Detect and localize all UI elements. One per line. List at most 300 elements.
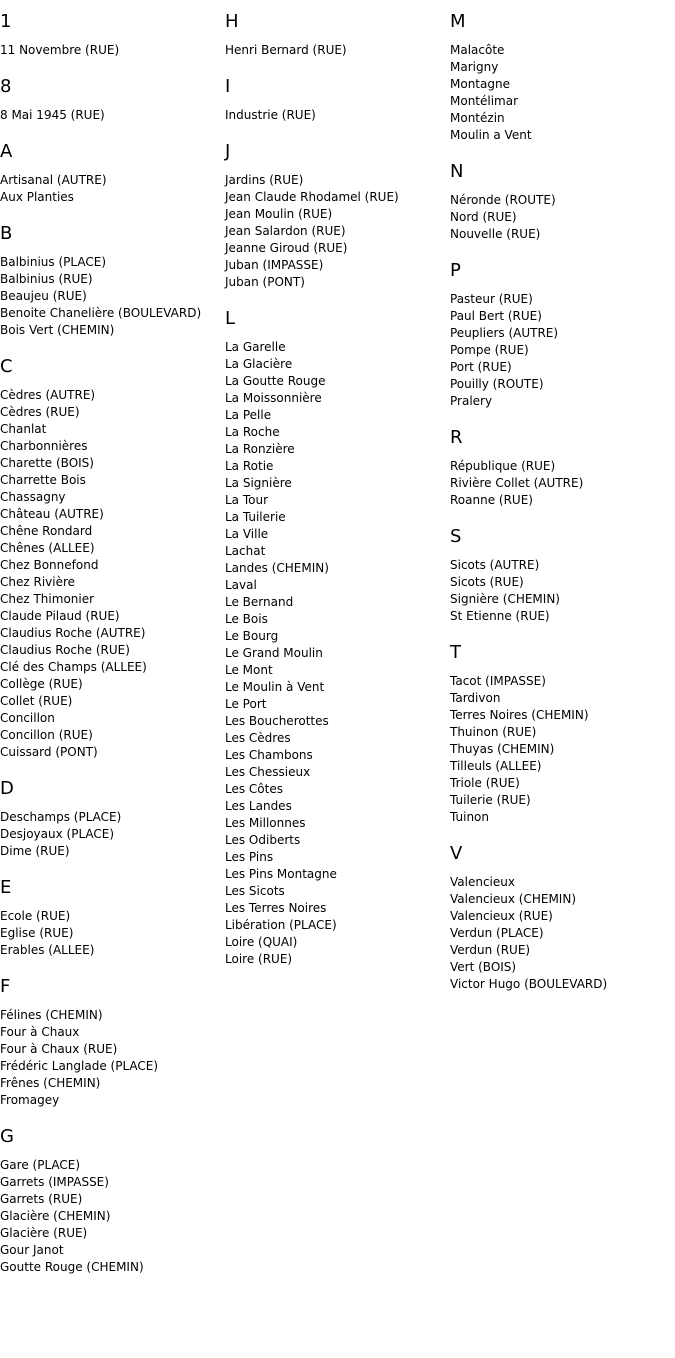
- street-link[interactable]: Claude Pilaud (RUE): [0, 609, 120, 623]
- street-list-item: [0, 1041, 225, 1058]
- street-list-item: [0, 189, 225, 206]
- street-list-item: [0, 809, 225, 826]
- street-list: [0, 107, 225, 124]
- section-letter-heading: G: [0, 1126, 14, 1147]
- street-link[interactable]: Le Bourg: [225, 629, 279, 643]
- street-link[interactable]: Vert (BOIS): [450, 960, 517, 974]
- street-link[interactable]: Valencieux (CHEMIN): [450, 892, 577, 906]
- street-list-item: [0, 404, 225, 421]
- street-link[interactable]: Chez Rivière: [0, 575, 76, 589]
- street-list-item: [225, 424, 450, 441]
- street-list-item: [225, 509, 450, 526]
- street-list-item: [0, 489, 225, 506]
- street-link[interactable]: Loire (RUE): [225, 952, 293, 966]
- street-list-item: [225, 764, 450, 781]
- street-index-column-3: [450, 0, 675, 1011]
- street-list-item: [450, 127, 675, 144]
- street-list-item: [450, 308, 675, 325]
- street-link[interactable]: Jardins (RUE): [225, 173, 304, 187]
- letter-section: [225, 77, 450, 124]
- street-list-item: [450, 724, 675, 741]
- street-link[interactable]: Sicots (AUTRE): [450, 558, 540, 572]
- street-link[interactable]: Verdun (RUE): [450, 943, 531, 957]
- street-link[interactable]: La Glacière: [225, 357, 293, 371]
- street-link[interactable]: Jean Claude Rhodamel (RUE): [225, 190, 399, 204]
- street-list-item: [450, 342, 675, 359]
- street-link[interactable]: Chez Thimonier: [0, 592, 95, 606]
- street-link[interactable]: St Etienne (RUE): [450, 609, 550, 623]
- street-link[interactable]: Henri Bernard (RUE): [225, 43, 347, 57]
- street-link[interactable]: Rivière Collet (AUTRE): [450, 476, 584, 490]
- street-list-item: [225, 594, 450, 611]
- street-link[interactable]: Dime (RUE): [0, 844, 70, 858]
- street-link[interactable]: La Rotie: [225, 459, 274, 473]
- street-link[interactable]: Aux Planties: [0, 190, 74, 204]
- street-link[interactable]: La Tour: [225, 493, 269, 507]
- street-link[interactable]: Valencieux: [450, 875, 515, 889]
- street-link[interactable]: Charrette Bois: [0, 473, 86, 487]
- street-link[interactable]: Le Mont: [225, 663, 273, 677]
- street-link[interactable]: Le Bernand: [225, 595, 294, 609]
- letter-section: [225, 142, 450, 291]
- street-list-item: [225, 696, 450, 713]
- street-link[interactable]: Claudius Roche (RUE): [0, 643, 130, 657]
- street-link[interactable]: Moulin a Vent: [450, 128, 532, 142]
- street-link[interactable]: Montézin: [450, 111, 505, 125]
- section-letter-heading: P: [450, 260, 461, 281]
- street-link[interactable]: Frédéric Langlade (PLACE): [0, 1059, 159, 1073]
- street-link[interactable]: Laval: [225, 578, 257, 592]
- street-link[interactable]: Chanlat: [0, 422, 47, 436]
- street-link[interactable]: Garrets (IMPASSE): [0, 1175, 109, 1189]
- street-link[interactable]: Tuinon: [450, 810, 489, 824]
- street-list-item: [450, 458, 675, 475]
- street-link[interactable]: 8 Mai 1945 (RUE): [0, 108, 105, 122]
- letter-section: [225, 309, 450, 968]
- street-link[interactable]: Peupliers (AUTRE): [450, 326, 559, 340]
- street-list-item: [225, 373, 450, 390]
- street-link[interactable]: La Ronzière: [225, 442, 295, 456]
- street-list-item: [0, 1174, 225, 1191]
- street-link[interactable]: Gour Janot: [0, 1243, 64, 1257]
- street-list-item: [225, 934, 450, 951]
- street-list-item: [450, 557, 675, 574]
- street-list-item: [225, 492, 450, 509]
- letter-section: [0, 12, 225, 59]
- street-list-item: [0, 925, 225, 942]
- street-list-item: [225, 223, 450, 240]
- street-list-item: [225, 883, 450, 900]
- letter-section: [0, 1127, 225, 1276]
- street-list-item: [0, 942, 225, 959]
- street-list-item: [225, 475, 450, 492]
- street-link[interactable]: Château (AUTRE): [0, 507, 104, 521]
- street-link[interactable]: Glacière (RUE): [0, 1226, 88, 1240]
- street-link[interactable]: Desjoyaux (PLACE): [0, 827, 115, 841]
- section-letter-heading: M: [450, 11, 466, 32]
- street-list-item: [450, 673, 675, 690]
- street-link[interactable]: Thuyas (CHEMIN): [450, 742, 555, 756]
- street-link[interactable]: La Ville: [225, 527, 269, 541]
- letter-section: [0, 977, 225, 1109]
- street-link[interactable]: Jean Salardon (RUE): [225, 224, 346, 238]
- section-letter-heading: N: [450, 161, 464, 182]
- street-link[interactable]: Sicots (RUE): [450, 575, 524, 589]
- street-list-item: [450, 707, 675, 724]
- street-link[interactable]: Les Chambons: [225, 748, 313, 762]
- street-list-item: [225, 172, 450, 189]
- street-list-item: [450, 393, 675, 410]
- street-link[interactable]: La Goutte Rouge: [225, 374, 326, 388]
- street-link[interactable]: Néronde (ROUTE): [450, 193, 556, 207]
- street-link[interactable]: Paul Bert (RUE): [450, 309, 542, 323]
- street-list: [450, 458, 675, 509]
- letter-section: [450, 527, 675, 625]
- street-link[interactable]: Le Bois: [225, 612, 268, 626]
- street-list-item: [225, 189, 450, 206]
- street-link[interactable]: La Pelle: [225, 408, 272, 422]
- street-index-column-1: [0, 0, 225, 1294]
- street-link[interactable]: Terres Noires (CHEMIN): [450, 708, 589, 722]
- street-link[interactable]: Claudius Roche (AUTRE): [0, 626, 146, 640]
- street-link[interactable]: Glacière (CHEMIN): [0, 1209, 111, 1223]
- street-link[interactable]: Montélimar: [450, 94, 519, 108]
- street-link[interactable]: Concillon (RUE): [0, 728, 93, 742]
- street-link[interactable]: Jeanne Giroud (RUE): [225, 241, 348, 255]
- street-list-item: [225, 206, 450, 223]
- street-list: [0, 908, 225, 959]
- street-list-item: [225, 815, 450, 832]
- street-list-item: [450, 690, 675, 707]
- street-link[interactable]: Four à Chaux (RUE): [0, 1042, 118, 1056]
- street-link[interactable]: Signière (CHEMIN): [450, 592, 560, 606]
- street-link[interactable]: Benoite Chanelière (BOULEVARD): [0, 306, 202, 320]
- street-list-item: [0, 1208, 225, 1225]
- street-link[interactable]: Port (RUE): [450, 360, 512, 374]
- street-list: [0, 387, 225, 761]
- street-list: [0, 809, 225, 860]
- street-list-item: [450, 959, 675, 976]
- street-link[interactable]: La Moissonnière: [225, 391, 322, 405]
- letter-section: [450, 428, 675, 509]
- street-link[interactable]: Victor Hugo (BOULEVARD): [450, 977, 608, 991]
- street-link[interactable]: République (RUE): [450, 459, 556, 473]
- street-list-item: [0, 387, 225, 404]
- street-list-item: [0, 1242, 225, 1259]
- street-link[interactable]: Les Pins Montagne: [225, 867, 337, 881]
- street-list-item: [0, 557, 225, 574]
- street-list-item: [0, 642, 225, 659]
- street-link[interactable]: Les Odiberts: [225, 833, 301, 847]
- street-list: [0, 1157, 225, 1276]
- letter-section: [0, 142, 225, 206]
- street-link[interactable]: Verdun (PLACE): [450, 926, 544, 940]
- street-link[interactable]: La Signière: [225, 476, 292, 490]
- street-list-item: [0, 540, 225, 557]
- street-link[interactable]: Les Chessieux: [225, 765, 311, 779]
- street-list-item: [225, 42, 450, 59]
- street-list-item: [0, 843, 225, 860]
- street-link[interactable]: Industrie (RUE): [225, 108, 316, 122]
- street-link[interactable]: Loire (QUAI): [225, 935, 298, 949]
- street-list-item: [0, 826, 225, 843]
- street-link[interactable]: Roanne (RUE): [450, 493, 533, 507]
- section-letter-heading: J: [225, 141, 231, 162]
- street-list-item: [225, 390, 450, 407]
- street-list-item: [0, 710, 225, 727]
- street-link[interactable]: Pompe (RUE): [450, 343, 529, 357]
- street-list: [0, 254, 225, 339]
- street-list-item: [225, 339, 450, 356]
- street-list-item: [0, 288, 225, 305]
- street-list-item: [0, 506, 225, 523]
- street-link[interactable]: Artisanal (AUTRE): [0, 173, 107, 187]
- street-list: [225, 172, 450, 291]
- street-link[interactable]: 11 Novembre (RUE): [0, 43, 120, 57]
- section-letter-heading: I: [225, 76, 231, 97]
- street-link[interactable]: Les Côtes: [225, 782, 283, 796]
- street-list: [0, 42, 225, 59]
- street-link[interactable]: Chassagny: [0, 490, 66, 504]
- street-link[interactable]: Les Sicots: [225, 884, 285, 898]
- street-link[interactable]: Les Cèdres: [225, 731, 291, 745]
- street-list-item: [450, 574, 675, 591]
- street-list-item: [0, 254, 225, 271]
- section-letter-heading: S: [450, 526, 462, 547]
- street-list-item: [0, 625, 225, 642]
- street-link[interactable]: Charette (BOIS): [0, 456, 94, 470]
- street-list-item: [225, 713, 450, 730]
- street-list-item: [450, 76, 675, 93]
- street-link[interactable]: Bois Vert (CHEMIN): [0, 323, 115, 337]
- street-list-item: [225, 917, 450, 934]
- street-list-item: [225, 866, 450, 883]
- street-link[interactable]: Balbinius (RUE): [0, 272, 93, 286]
- section-letter-heading: C: [0, 356, 13, 377]
- street-list-item: [0, 1225, 225, 1242]
- letter-section: [0, 357, 225, 761]
- street-list: [450, 291, 675, 410]
- street-list-item: [225, 526, 450, 543]
- street-list-item: [450, 93, 675, 110]
- street-link[interactable]: Les Millonnes: [225, 816, 306, 830]
- street-list-item: [450, 741, 675, 758]
- street-list-item: [225, 356, 450, 373]
- street-link[interactable]: Tardivon: [450, 691, 501, 705]
- street-list-item: [450, 976, 675, 993]
- street-link[interactable]: Félines (CHEMIN): [0, 1008, 103, 1022]
- street-list-item: [450, 775, 675, 792]
- street-link[interactable]: Pouilly (ROUTE): [450, 377, 544, 391]
- street-list-item: [225, 107, 450, 124]
- street-list-item: [0, 1157, 225, 1174]
- street-list-item: [0, 172, 225, 189]
- street-list-item: [0, 523, 225, 540]
- street-link[interactable]: Chez Bonnefond: [0, 558, 99, 572]
- letter-section: [0, 878, 225, 959]
- street-link[interactable]: Concillon: [0, 711, 55, 725]
- street-list: [225, 42, 450, 59]
- street-list-item: [0, 1007, 225, 1024]
- street-list-item: [225, 645, 450, 662]
- street-list-item: [450, 925, 675, 942]
- street-link[interactable]: Beaujeu (RUE): [0, 289, 87, 303]
- street-list-item: [450, 891, 675, 908]
- street-link[interactable]: Thuinon (RUE): [450, 725, 537, 739]
- street-link[interactable]: Garrets (RUE): [0, 1192, 83, 1206]
- street-link[interactable]: La Tuilerie: [225, 510, 286, 524]
- street-link[interactable]: Eglise (RUE): [0, 926, 74, 940]
- street-list-item: [0, 1075, 225, 1092]
- section-letter-heading: L: [225, 308, 236, 329]
- section-letter-heading: T: [450, 642, 461, 663]
- street-link[interactable]: Cuissard (PONT): [0, 745, 98, 759]
- street-link[interactable]: Collet (RUE): [0, 694, 73, 708]
- street-list-item: [225, 543, 450, 560]
- street-index-column-2: [225, 0, 450, 986]
- street-list-item: [450, 376, 675, 393]
- street-list-item: [450, 608, 675, 625]
- street-link[interactable]: Frênes (CHEMIN): [0, 1076, 101, 1090]
- street-link[interactable]: Chêne Rondard: [0, 524, 93, 538]
- street-list: [450, 42, 675, 144]
- street-list-item: [450, 192, 675, 209]
- street-link[interactable]: Pasteur (RUE): [450, 292, 533, 306]
- letter-section: [0, 224, 225, 339]
- letter-section: [450, 643, 675, 826]
- section-letter-heading: E: [0, 877, 12, 898]
- street-link[interactable]: Juban (IMPASSE): [225, 258, 324, 272]
- street-link[interactable]: Valencieux (RUE): [450, 909, 553, 923]
- street-link[interactable]: Erables (ALLEE): [0, 943, 95, 957]
- street-link[interactable]: Tuilerie (RUE): [450, 793, 531, 807]
- street-link[interactable]: Marigny: [450, 60, 499, 74]
- street-list: [450, 673, 675, 826]
- street-list-item: [225, 730, 450, 747]
- street-list-item: [0, 693, 225, 710]
- street-list-item: [225, 781, 450, 798]
- street-list-item: [225, 611, 450, 628]
- street-list-item: [225, 849, 450, 866]
- street-link[interactable]: Fromagey: [0, 1093, 60, 1107]
- street-link[interactable]: Tilleuls (ALLEE): [450, 759, 542, 773]
- letter-section: [450, 844, 675, 993]
- street-link[interactable]: Charbonnières: [0, 439, 88, 453]
- letter-section: [0, 77, 225, 124]
- street-list: [450, 874, 675, 993]
- street-list-item: [225, 832, 450, 849]
- street-list-item: [225, 747, 450, 764]
- street-list-item: [0, 438, 225, 455]
- street-link[interactable]: Clé des Champs (ALLEE): [0, 660, 147, 674]
- street-link[interactable]: Juban (PONT): [225, 275, 305, 289]
- section-letter-heading: B: [0, 223, 13, 244]
- street-link[interactable]: Nouvelle (RUE): [450, 227, 541, 241]
- street-link[interactable]: Le Moulin à Vent: [225, 680, 325, 694]
- street-link[interactable]: Le Port: [225, 697, 267, 711]
- section-letter-heading: H: [225, 11, 239, 32]
- section-letter-heading: V: [450, 843, 463, 864]
- street-link[interactable]: Les Boucherottes: [225, 714, 329, 728]
- street-list-item: [225, 577, 450, 594]
- street-list-item: [0, 744, 225, 761]
- street-list-item: [225, 441, 450, 458]
- street-link[interactable]: Nord (RUE): [450, 210, 517, 224]
- street-link[interactable]: Lachat: [225, 544, 266, 558]
- street-link[interactable]: La Garelle: [225, 340, 286, 354]
- street-link[interactable]: Libération (PLACE): [225, 918, 337, 932]
- section-letter-heading: R: [450, 427, 463, 448]
- street-list-item: [450, 291, 675, 308]
- street-list-item: [0, 42, 225, 59]
- street-list-item: [0, 727, 225, 744]
- street-list-item: [0, 574, 225, 591]
- street-list-item: [450, 942, 675, 959]
- street-list-item: [225, 407, 450, 424]
- street-link[interactable]: Deschamps (PLACE): [0, 810, 122, 824]
- street-link[interactable]: Triole (RUE): [450, 776, 520, 790]
- street-link[interactable]: Gare (PLACE): [0, 1158, 81, 1172]
- street-link[interactable]: Goutte Rouge (CHEMIN): [0, 1260, 144, 1274]
- street-list-item: [0, 1092, 225, 1109]
- street-link[interactable]: Les Pins: [225, 850, 274, 864]
- street-link[interactable]: La Roche: [225, 425, 280, 439]
- section-letter-heading: D: [0, 778, 14, 799]
- street-link[interactable]: Chênes (ALLEE): [0, 541, 95, 555]
- street-list-item: [0, 271, 225, 288]
- street-list-item: [225, 257, 450, 274]
- street-list-item: [225, 628, 450, 645]
- street-list-item: [450, 359, 675, 376]
- street-link[interactable]: Malacôte: [450, 43, 505, 57]
- street-link[interactable]: Les Landes: [225, 799, 292, 813]
- street-list-item: [450, 475, 675, 492]
- street-link[interactable]: Pralery: [450, 394, 493, 408]
- street-list-item: [225, 798, 450, 815]
- letter-section: [225, 12, 450, 59]
- street-list-item: [450, 226, 675, 243]
- street-link[interactable]: Cèdres (AUTRE): [0, 388, 96, 402]
- street-list: [450, 557, 675, 625]
- street-link[interactable]: Tacot (IMPASSE): [450, 674, 546, 688]
- street-list-item: [225, 458, 450, 475]
- street-link[interactable]: Les Terres Noires: [225, 901, 327, 915]
- street-link[interactable]: Collège (RUE): [0, 677, 83, 691]
- street-list-item: [225, 900, 450, 917]
- letter-section: [0, 779, 225, 860]
- street-link[interactable]: Cèdres (RUE): [0, 405, 80, 419]
- street-list-item: [0, 107, 225, 124]
- street-list-item: [0, 676, 225, 693]
- street-list: [225, 107, 450, 124]
- street-list-item: [0, 908, 225, 925]
- section-letter-heading: F: [0, 976, 11, 997]
- street-list-item: [450, 42, 675, 59]
- street-link[interactable]: Balbinius (PLACE): [0, 255, 107, 269]
- street-list: [450, 192, 675, 243]
- street-list-item: [0, 305, 225, 322]
- street-list-item: [225, 662, 450, 679]
- street-link[interactable]: Ecole (RUE): [0, 909, 71, 923]
- street-link[interactable]: Landes (CHEMIN): [225, 561, 329, 575]
- street-link[interactable]: Montagne: [450, 77, 510, 91]
- street-list-item: [225, 274, 450, 291]
- street-link[interactable]: Four à Chaux: [0, 1025, 80, 1039]
- street-list-item: [225, 679, 450, 696]
- street-list-item: [450, 874, 675, 891]
- street-link[interactable]: Jean Moulin (RUE): [225, 207, 333, 221]
- street-link[interactable]: Le Grand Moulin: [225, 646, 323, 660]
